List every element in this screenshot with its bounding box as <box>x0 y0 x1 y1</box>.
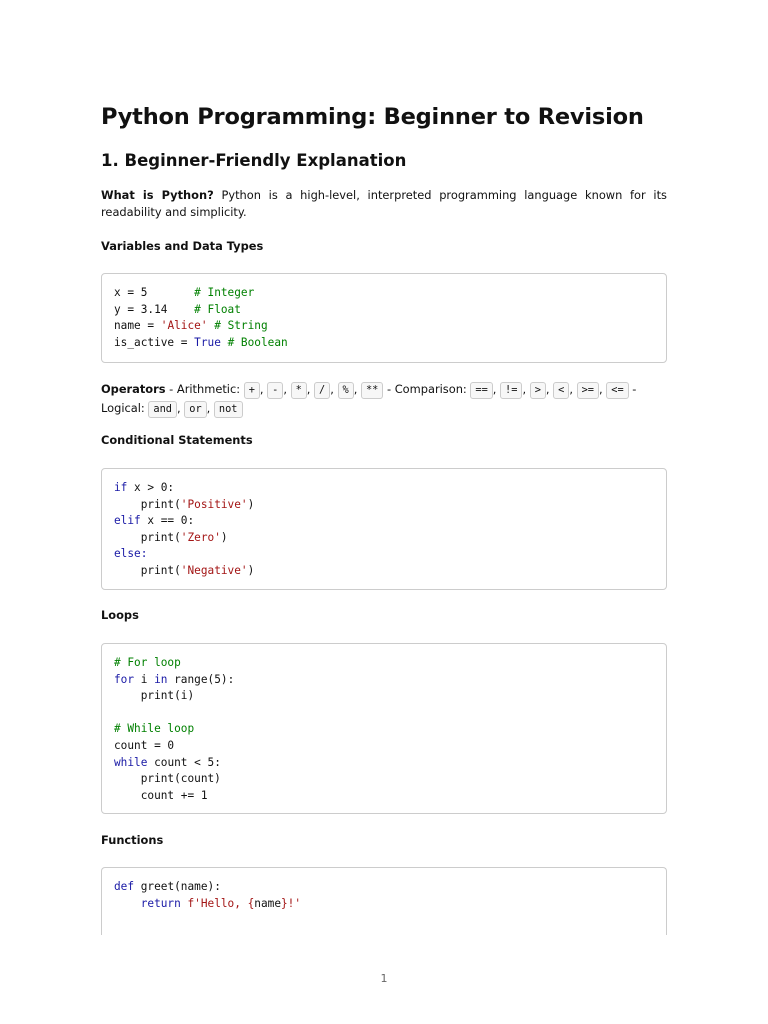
code-token: count += 1 <box>114 788 208 802</box>
code-token: # Integer <box>194 286 255 299</box>
code-token: print(i) <box>114 689 195 703</box>
section-heading: 1. Beginner-Friendly Explanation <box>101 151 407 170</box>
operator-chip: * <box>291 382 307 399</box>
operator-chip: or <box>184 401 206 418</box>
code-token: else: <box>114 547 148 561</box>
code-token: range(5): <box>167 672 235 686</box>
conditionals-code-block <box>101 468 667 590</box>
code-token: f'Hello, { <box>187 896 255 910</box>
code-token: while <box>114 755 148 769</box>
arithmetic-label: - Arithmetic: <box>165 382 244 396</box>
code-token: if <box>114 481 128 494</box>
functions-heading: Functions <box>101 833 164 847</box>
code-token <box>221 336 228 349</box>
code-token: x > 0: <box>127 481 175 494</box>
code-token: # While loop <box>114 722 195 736</box>
code-token: # String <box>214 319 268 333</box>
code-token: elif <box>114 514 141 528</box>
document-title: Python Programming: Beginner to Revision <box>101 104 644 130</box>
operator-chip: + <box>244 382 260 399</box>
code-token: name = <box>114 319 161 333</box>
code-token: ) <box>247 497 255 511</box>
code-token: x = 5 <box>114 286 195 299</box>
operator-chip: - <box>267 382 283 399</box>
comparison-label: - Comparison: <box>383 382 471 396</box>
code-token: count < 5: <box>147 755 221 769</box>
logical-label: - Logical: <box>101 382 637 415</box>
intro-paragraph <box>101 187 667 220</box>
comparison-operators: == , != , > , < , >= , <= <box>470 382 628 396</box>
page-number: 1 <box>380 972 388 985</box>
code-token: return <box>140 896 181 910</box>
conditionals-heading: Conditional Statements <box>101 433 253 447</box>
operator-chip: < <box>553 382 569 399</box>
operator-chip: >= <box>577 382 599 399</box>
operators-label: Operators <box>101 382 166 396</box>
code-token: 'Negative' <box>180 563 248 577</box>
code-token: # For loop <box>114 656 181 669</box>
code-token: for <box>114 672 135 686</box>
code-token: in <box>154 672 168 686</box>
loops-heading: Loops <box>101 608 139 622</box>
operator-chip: and <box>148 401 177 418</box>
code-token: name <box>254 896 281 910</box>
operator-chip: / <box>314 382 330 399</box>
code-token: 'Zero' <box>180 530 221 544</box>
code-token: greet(name): <box>134 880 221 893</box>
variables-code-block <box>101 273 667 363</box>
code-token: y = 3.14 <box>114 302 195 316</box>
code-token: ) <box>247 563 255 577</box>
code-token: print( <box>114 497 181 511</box>
operator-chip: ** <box>361 382 383 399</box>
code-token: print( <box>114 563 181 577</box>
operators-paragraph <box>101 380 667 418</box>
code-token: is_active = <box>114 335 195 349</box>
code-token: i <box>134 672 155 686</box>
code-token: # Float <box>194 302 241 316</box>
intro-text: Python is a high-level, interpreted programming language known for its readability and simplicity. <box>101 188 667 219</box>
code-token: print( <box>114 530 181 544</box>
operator-chip: == <box>470 382 492 399</box>
logical-operators: and , or , not <box>148 401 242 415</box>
code-token: print(count) <box>114 772 221 786</box>
code-token <box>114 897 141 910</box>
operator-chip: > <box>530 382 546 399</box>
code-token: # Boolean <box>227 335 288 349</box>
variables-heading: Variables and Data Types <box>101 239 264 253</box>
operator-chip: <= <box>606 382 628 399</box>
intro-label: What is Python? <box>101 188 214 202</box>
arithmetic-operators: + , - , * , / , % , ** <box>244 382 384 396</box>
code-token: def <box>114 880 135 893</box>
operator-chip: != <box>500 382 522 399</box>
code-token: }!' <box>281 896 302 910</box>
code-token: 'Positive' <box>180 497 248 511</box>
code-token: count = 0 <box>114 738 175 752</box>
code-token: ) <box>220 530 228 544</box>
operator-chip: not <box>214 401 243 418</box>
functions-code-block <box>101 867 667 935</box>
code-token: x == 0: <box>140 514 195 528</box>
code-token: 'Alice' <box>160 319 208 333</box>
loops-code-block <box>101 643 667 814</box>
code-token: True <box>194 335 221 349</box>
operator-chip: % <box>338 382 354 399</box>
